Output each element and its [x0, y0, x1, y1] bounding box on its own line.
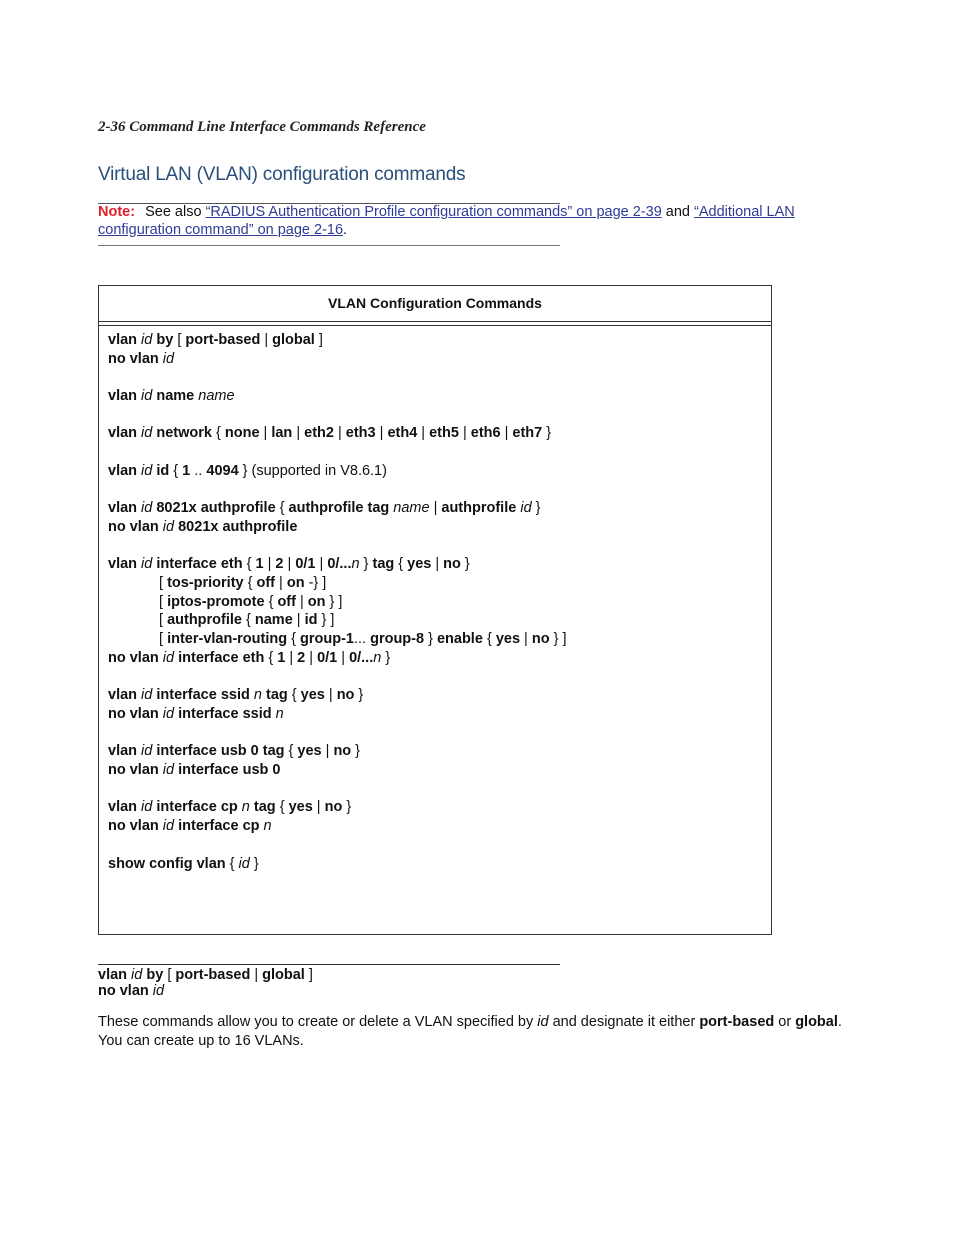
- description-text: port-based: [699, 1014, 775, 1030]
- line-gap: [108, 668, 762, 687]
- command-token: |: [305, 649, 318, 666]
- command-token: {: [279, 799, 289, 816]
- command-token: id: [141, 388, 153, 405]
- command-token: off: [277, 593, 296, 610]
- command-token: {: [247, 575, 257, 592]
- command-line: [108, 574, 762, 593]
- command-token: |: [292, 612, 305, 629]
- command-token: network: [152, 425, 216, 442]
- command-token: |: [500, 425, 513, 442]
- command-token: vlan: [108, 332, 142, 348]
- command-token: vlan: [108, 388, 142, 405]
- command-token: } ]: [549, 631, 567, 648]
- description-text: These commands allow you to create or delete a VLAN specified by: [98, 1014, 538, 1030]
- command-token: interface eth: [174, 649, 269, 666]
- command-token: }: [460, 556, 470, 573]
- line-gap: [108, 406, 762, 425]
- command-token: id: [141, 799, 153, 816]
- command-token: } (supported in V8.6.1): [238, 462, 387, 479]
- command-token: on: [307, 593, 326, 610]
- command-token: } ]: [325, 593, 343, 610]
- command-line: [108, 350, 762, 369]
- command-token: 0/1: [295, 556, 316, 573]
- line-gap: [108, 724, 762, 743]
- description-text: id: [537, 1014, 549, 1030]
- command-token: off: [256, 575, 276, 592]
- command-token: interface usb 0 tag: [152, 743, 289, 760]
- line-gap: [108, 537, 762, 556]
- line-gap: [108, 443, 762, 462]
- command-token: vlan: [108, 500, 142, 517]
- command-token: |: [312, 799, 325, 816]
- command-token: group-8: [370, 631, 425, 648]
- command-line: [108, 331, 762, 350]
- command-token: }: [531, 500, 541, 517]
- command-token: vlan: [108, 425, 142, 442]
- command-token: |: [417, 425, 430, 442]
- command-line: [108, 798, 762, 817]
- command-token: |: [375, 425, 388, 442]
- line-gap: [108, 780, 762, 799]
- command-token: yes: [300, 687, 325, 704]
- command-token: tos-priority: [167, 575, 248, 592]
- link-additional-lan-config[interactable]: “Additional LAN configuration command” on page 2-16: [98, 204, 795, 238]
- command-token: id: [162, 762, 175, 779]
- command-token: }: [359, 556, 373, 573]
- command-token: -} ]: [304, 575, 327, 592]
- command-token: n: [263, 818, 272, 835]
- command-token: id: [162, 649, 175, 666]
- command-token: on: [286, 575, 305, 592]
- command-line: [108, 518, 762, 537]
- command-token: eth2: [304, 425, 334, 442]
- command-token: ..: [190, 462, 207, 479]
- note-label: Note:: [98, 204, 136, 220]
- command-token: no vlan: [108, 818, 163, 835]
- command-token: n: [241, 799, 250, 816]
- command-token: |: [429, 500, 442, 517]
- command-token: {: [246, 612, 255, 629]
- command-line: [98, 967, 313, 983]
- command-token: id: [162, 818, 175, 835]
- command-token: no vlan: [108, 762, 163, 779]
- note-text-1: See also: [141, 204, 206, 220]
- command-token: id: [152, 983, 165, 999]
- table-title: VLAN Configuration Commands: [99, 286, 771, 322]
- command-token: by: [152, 332, 178, 348]
- command-token: yes: [495, 631, 521, 648]
- command-token: n: [253, 687, 262, 704]
- command-token: name: [393, 500, 430, 517]
- command-line: [108, 686, 762, 705]
- command-token: id: [141, 462, 153, 479]
- command-token: no vlan: [108, 350, 163, 367]
- command-line: [108, 611, 762, 630]
- command-token: none: [224, 425, 260, 442]
- command-token: id: [131, 967, 143, 983]
- command-token: 8021x authprofile: [174, 518, 298, 535]
- command-token: 0/1: [317, 649, 338, 666]
- command-line: [108, 387, 762, 406]
- command-token: [: [177, 332, 186, 348]
- command-line: [98, 983, 313, 999]
- command-token: no vlan: [108, 518, 163, 535]
- command-token: interface eth: [152, 556, 247, 573]
- command-token: |: [333, 425, 346, 442]
- command-token: 4094: [206, 462, 239, 479]
- command-token: enable: [436, 631, 487, 648]
- command-line: [108, 761, 762, 780]
- command-token: |: [520, 631, 532, 648]
- command-token: {: [268, 649, 278, 666]
- command-token: vlan: [108, 743, 142, 760]
- command-token: } ]: [317, 612, 335, 629]
- command-token: vlan: [108, 556, 142, 573]
- command-token: |: [275, 575, 287, 592]
- command-token: }: [342, 799, 352, 816]
- command-token: 2: [275, 556, 284, 573]
- command-token: iptos-promote: [167, 593, 269, 610]
- command-token: authprofile: [167, 612, 247, 629]
- command-token: |: [259, 425, 272, 442]
- command-token: {: [246, 556, 256, 573]
- command-token: no: [336, 687, 355, 704]
- command-token: id: [141, 332, 153, 348]
- command-token: {: [173, 462, 183, 479]
- command-token: |: [337, 649, 350, 666]
- link-radius-auth-profile[interactable]: “RADIUS Authentication Profile configuration commands” on page 2-39: [205, 204, 662, 220]
- command-token: }: [354, 687, 364, 704]
- command-token: |: [315, 556, 328, 573]
- command-token: [: [159, 575, 168, 592]
- command-token: id: [152, 462, 174, 479]
- command-token: }: [381, 649, 391, 666]
- command-token: id: [520, 500, 532, 517]
- command-token: eth7: [512, 425, 543, 442]
- command-token: 2: [297, 649, 306, 666]
- command-token: no vlan: [98, 983, 153, 999]
- command-list: [99, 326, 771, 878]
- command-token: }: [542, 425, 552, 442]
- command-token: vlan: [98, 967, 132, 983]
- command-token: |: [260, 332, 273, 348]
- command-syntax: [98, 967, 313, 999]
- command-token: |: [324, 687, 337, 704]
- note-text-2: and: [661, 204, 695, 220]
- command-token: |: [295, 593, 308, 610]
- command-token: tag: [261, 687, 292, 704]
- command-token: tag: [249, 799, 280, 816]
- command-token: [: [159, 593, 168, 610]
- command-line: [108, 593, 762, 612]
- command-token: 8021x authprofile: [152, 500, 280, 517]
- command-token: {: [291, 631, 300, 648]
- command-line: [108, 555, 762, 574]
- command-token: yes: [407, 556, 432, 573]
- syntax-rule: [98, 964, 560, 965]
- command-token: show config vlan: [108, 855, 230, 872]
- command-token: 1: [255, 556, 264, 573]
- command-token: n: [373, 649, 382, 666]
- command-token: ]: [314, 332, 323, 348]
- command-token: |: [431, 556, 444, 573]
- command-token: vlan: [108, 687, 142, 704]
- command-token: id: [304, 612, 318, 629]
- command-token: lan: [271, 425, 293, 442]
- command-token: id: [141, 556, 153, 573]
- command-token: tag: [372, 556, 399, 573]
- command-token: yes: [297, 743, 322, 760]
- command-token: eth5: [429, 425, 459, 442]
- command-token: name: [254, 612, 293, 629]
- command-token: |: [458, 425, 471, 442]
- command-token: vlan: [108, 462, 142, 479]
- command-description: [98, 1013, 858, 1050]
- command-token: global: [262, 967, 305, 983]
- command-line: [108, 649, 762, 668]
- page-header: 2-36 Command Line Interface Commands Reference: [98, 119, 426, 135]
- command-token: by: [142, 967, 168, 983]
- command-token: eth6: [470, 425, 501, 442]
- command-line: [108, 705, 762, 724]
- command-token: {: [268, 593, 278, 610]
- command-token: eth4: [387, 425, 418, 442]
- command-line: [108, 742, 762, 761]
- line-gap: [108, 368, 762, 387]
- command-token: id: [162, 350, 175, 367]
- command-token: [: [167, 967, 176, 983]
- command-token: {: [288, 743, 298, 760]
- command-token: no: [333, 743, 352, 760]
- command-token: |: [321, 743, 334, 760]
- command-token: |: [250, 967, 263, 983]
- command-token: id: [238, 855, 250, 872]
- command-token: id: [162, 518, 175, 535]
- command-token: authprofile: [441, 500, 521, 517]
- command-token: no: [324, 799, 343, 816]
- command-token: n: [351, 556, 360, 573]
- command-token: |: [283, 556, 296, 573]
- description-text: global: [795, 1014, 838, 1030]
- command-token: interface cp: [174, 818, 264, 835]
- command-token: interface ssid: [174, 705, 276, 722]
- note-block: [98, 203, 858, 239]
- command-line: [108, 630, 762, 649]
- command-token: id: [141, 425, 153, 442]
- command-token: global: [272, 332, 315, 348]
- command-token: name: [152, 388, 199, 405]
- command-token: interface usb 0: [174, 762, 281, 779]
- command-token: }: [424, 631, 437, 648]
- command-line: [108, 499, 762, 518]
- command-token: {: [216, 425, 225, 442]
- command-token: [: [159, 612, 168, 629]
- command-token: inter-vlan-routing: [167, 631, 292, 648]
- command-token: 1: [277, 649, 286, 666]
- command-line: [108, 424, 762, 443]
- description-text: or: [774, 1014, 796, 1030]
- section-title: Virtual LAN (VLAN) configuration commands: [98, 164, 466, 185]
- command-line: [108, 817, 762, 836]
- command-token: vlan: [108, 799, 142, 816]
- command-token: port-based: [185, 332, 261, 348]
- command-token: ]: [304, 967, 313, 983]
- command-token: authprofile tag: [288, 500, 394, 517]
- command-line: [108, 855, 762, 874]
- note-text-3: .: [343, 222, 348, 238]
- command-token: |: [292, 425, 305, 442]
- command-token: 1: [182, 462, 191, 479]
- command-token: no: [443, 556, 461, 573]
- command-token: interface ssid: [152, 687, 254, 704]
- command-token: no vlan: [108, 705, 163, 722]
- command-token: n: [275, 705, 284, 722]
- description-text: . You can create up to 16 VLANs.: [98, 1014, 842, 1049]
- command-token: 0/...: [349, 649, 374, 666]
- command-token: id: [141, 687, 153, 704]
- command-token: }: [351, 743, 361, 760]
- command-token: {: [229, 855, 239, 872]
- command-token: [: [159, 631, 168, 648]
- command-token: no: [531, 631, 550, 648]
- command-token: name: [198, 388, 235, 405]
- command-token: yes: [288, 799, 313, 816]
- command-token: eth3: [345, 425, 376, 442]
- command-token: {: [398, 556, 408, 573]
- command-token: ...: [353, 631, 371, 648]
- command-token: id: [162, 705, 175, 722]
- command-token: no vlan: [108, 649, 163, 666]
- command-token: {: [279, 500, 289, 517]
- command-token: group-1: [300, 631, 354, 648]
- command-token: {: [291, 687, 301, 704]
- note-rule-bottom: [98, 245, 560, 246]
- command-token: {: [486, 631, 496, 648]
- description-text: and designate it either: [548, 1014, 700, 1030]
- line-gap: [108, 836, 762, 855]
- command-token: port-based: [175, 967, 251, 983]
- command-line: [108, 462, 762, 481]
- command-token: }: [249, 855, 259, 872]
- vlan-commands-table: [98, 285, 772, 935]
- command-token: interface cp: [152, 799, 242, 816]
- command-token: id: [141, 500, 153, 517]
- command-token: id: [141, 743, 153, 760]
- line-gap: [108, 481, 762, 500]
- command-token: 0/...: [327, 556, 352, 573]
- command-token: |: [285, 649, 298, 666]
- command-token: |: [263, 556, 276, 573]
